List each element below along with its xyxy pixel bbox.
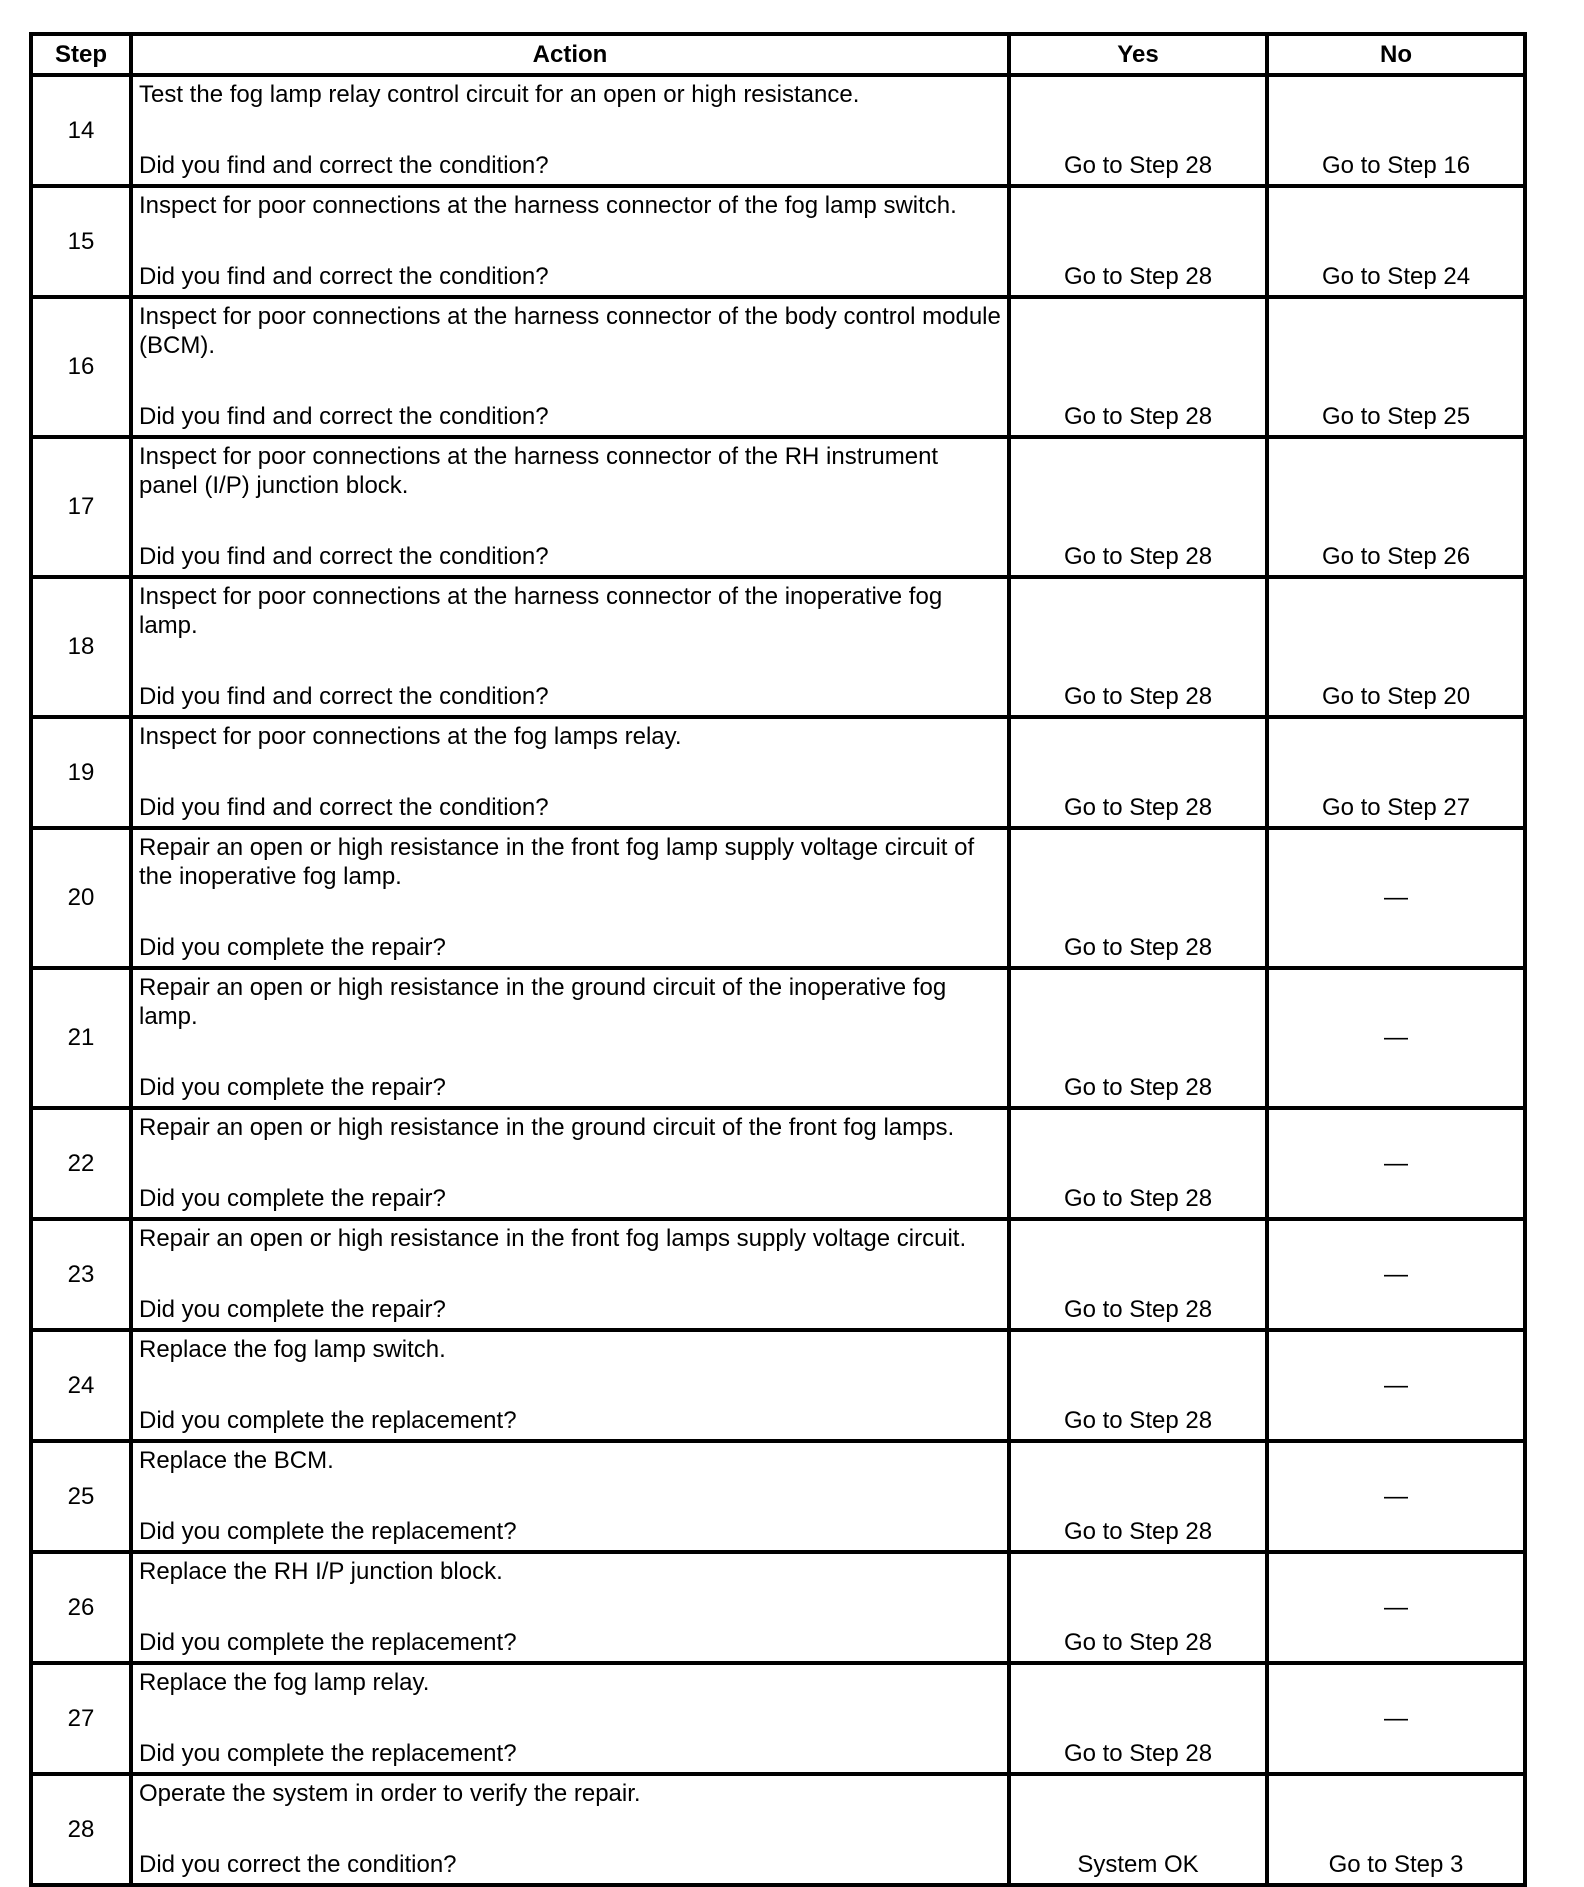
no-result: Go to Step 25	[1267, 297, 1525, 437]
no-result: —	[1267, 1441, 1525, 1552]
action-cell	[131, 1330, 1009, 1441]
action-question: Did you complete the replacement?	[139, 1629, 517, 1656]
step-number: 27	[31, 1663, 131, 1774]
step-number: 24	[31, 1330, 131, 1441]
action-question: Did you find and correct the condition?	[139, 794, 549, 821]
header-yes: Yes	[1009, 34, 1267, 75]
action-cell	[131, 75, 1009, 186]
no-result: Go to Step 27	[1267, 717, 1525, 828]
action-instruction: Repair an open or high resistance in the front fog lamps supply voltage circuit.	[139, 1225, 967, 1252]
table-row	[31, 1330, 1525, 1441]
table-row	[31, 297, 1525, 437]
yes-result: Go to Step 28	[1009, 1108, 1267, 1219]
action-instruction: Repair an open or high resistance in the front fog lamp supply voltage circuit of the inoperative fog lamp.	[139, 834, 975, 890]
action-question: Did you complete the replacement?	[139, 1518, 517, 1545]
action-cell	[131, 1108, 1009, 1219]
step-number: 18	[31, 577, 131, 717]
step-number: 17	[31, 437, 131, 577]
action-question: Did you find and correct the condition?	[139, 263, 549, 290]
action-question: Did you find and correct the condition?	[139, 152, 549, 179]
table-header-row	[31, 34, 1525, 75]
action-question: Did you correct the condition?	[139, 1851, 457, 1878]
action-instruction: Inspect for poor connections at the harness connector of the body control module (BCM).	[139, 303, 1001, 359]
table-row	[31, 828, 1525, 968]
table-row	[31, 75, 1525, 186]
action-instruction: Repair an open or high resistance in the ground circuit of the front fog lamps.	[139, 1114, 955, 1141]
action-question: Did you complete the repair?	[139, 1296, 446, 1323]
action-instruction: Inspect for poor connections at the harness connector of the inoperative fog lamp.	[139, 583, 943, 639]
table-row	[31, 717, 1525, 828]
action-cell	[131, 1219, 1009, 1330]
step-number: 20	[31, 828, 131, 968]
action-question: Did you complete the replacement?	[139, 1407, 517, 1434]
action-instruction: Test the fog lamp relay control circuit for an open or high resistance.	[139, 81, 860, 108]
table-row	[31, 968, 1525, 1108]
table-row	[31, 1774, 1525, 1885]
no-result: —	[1267, 828, 1525, 968]
action-cell	[131, 1663, 1009, 1774]
table-row	[31, 1663, 1525, 1774]
action-instruction: Inspect for poor connections at the fog lamps relay.	[139, 723, 682, 750]
action-cell	[131, 1441, 1009, 1552]
diagnostic-steps-table	[29, 32, 1527, 1887]
diagnostic-table-container	[29, 32, 1527, 1887]
action-instruction: Replace the BCM.	[139, 1447, 334, 1474]
header-no: No	[1267, 34, 1525, 75]
no-result: Go to Step 16	[1267, 75, 1525, 186]
yes-result: Go to Step 28	[1009, 1663, 1267, 1774]
yes-result: Go to Step 28	[1009, 1219, 1267, 1330]
yes-result: Go to Step 28	[1009, 297, 1267, 437]
action-cell	[131, 577, 1009, 717]
step-number: 25	[31, 1441, 131, 1552]
no-result: —	[1267, 968, 1525, 1108]
yes-result: Go to Step 28	[1009, 437, 1267, 577]
no-result: Go to Step 20	[1267, 577, 1525, 717]
yes-result: Go to Step 28	[1009, 1441, 1267, 1552]
action-instruction: Inspect for poor connections at the harness connector of the fog lamp switch.	[139, 192, 957, 219]
table-row	[31, 1219, 1525, 1330]
action-question: Did you complete the repair?	[139, 1074, 446, 1101]
action-question: Did you complete the replacement?	[139, 1740, 517, 1767]
no-result: —	[1267, 1219, 1525, 1330]
action-question: Did you find and correct the condition?	[139, 543, 549, 570]
yes-result: Go to Step 28	[1009, 186, 1267, 297]
table-row	[31, 577, 1525, 717]
header-step: Step	[31, 34, 131, 75]
action-instruction: Replace the RH I/P junction block.	[139, 1558, 503, 1585]
yes-result: Go to Step 28	[1009, 968, 1267, 1108]
action-cell	[131, 717, 1009, 828]
action-instruction: Replace the fog lamp relay.	[139, 1669, 430, 1696]
action-cell	[131, 437, 1009, 577]
action-instruction: Repair an open or high resistance in the ground circuit of the inoperative fog lamp.	[139, 974, 947, 1030]
yes-result: Go to Step 28	[1009, 577, 1267, 717]
step-number: 28	[31, 1774, 131, 1885]
yes-result: Go to Step 28	[1009, 1552, 1267, 1663]
table-row	[31, 1108, 1525, 1219]
action-instruction: Replace the fog lamp switch.	[139, 1336, 446, 1363]
no-result: —	[1267, 1108, 1525, 1219]
action-cell	[131, 828, 1009, 968]
action-question: Did you find and correct the condition?	[139, 683, 549, 710]
yes-result: Go to Step 28	[1009, 75, 1267, 186]
header-action: Action	[131, 34, 1009, 75]
action-instruction: Operate the system in order to verify the repair.	[139, 1780, 641, 1807]
action-instruction: Inspect for poor connections at the harness connector of the RH instrument panel (I/P) junction block.	[139, 443, 939, 499]
no-result: Go to Step 24	[1267, 186, 1525, 297]
action-cell	[131, 1552, 1009, 1663]
no-result: —	[1267, 1330, 1525, 1441]
action-cell	[131, 297, 1009, 437]
step-number: 14	[31, 75, 131, 186]
action-cell	[131, 1774, 1009, 1885]
table-row	[31, 186, 1525, 297]
table-row	[31, 1441, 1525, 1552]
table-row	[31, 1552, 1525, 1663]
yes-result: System OK	[1009, 1774, 1267, 1885]
action-cell	[131, 968, 1009, 1108]
step-number: 21	[31, 968, 131, 1108]
no-result: —	[1267, 1663, 1525, 1774]
step-number: 19	[31, 717, 131, 828]
no-result: Go to Step 3	[1267, 1774, 1525, 1885]
table-row	[31, 437, 1525, 577]
action-question: Did you complete the repair?	[139, 1185, 446, 1212]
action-cell	[131, 186, 1009, 297]
action-question: Did you find and correct the condition?	[139, 403, 549, 430]
yes-result: Go to Step 28	[1009, 1330, 1267, 1441]
yes-result: Go to Step 28	[1009, 828, 1267, 968]
yes-result: Go to Step 28	[1009, 717, 1267, 828]
step-number: 22	[31, 1108, 131, 1219]
step-number: 16	[31, 297, 131, 437]
no-result: —	[1267, 1552, 1525, 1663]
no-result: Go to Step 26	[1267, 437, 1525, 577]
step-number: 15	[31, 186, 131, 297]
step-number: 26	[31, 1552, 131, 1663]
step-number: 23	[31, 1219, 131, 1330]
action-question: Did you complete the repair?	[139, 934, 446, 961]
